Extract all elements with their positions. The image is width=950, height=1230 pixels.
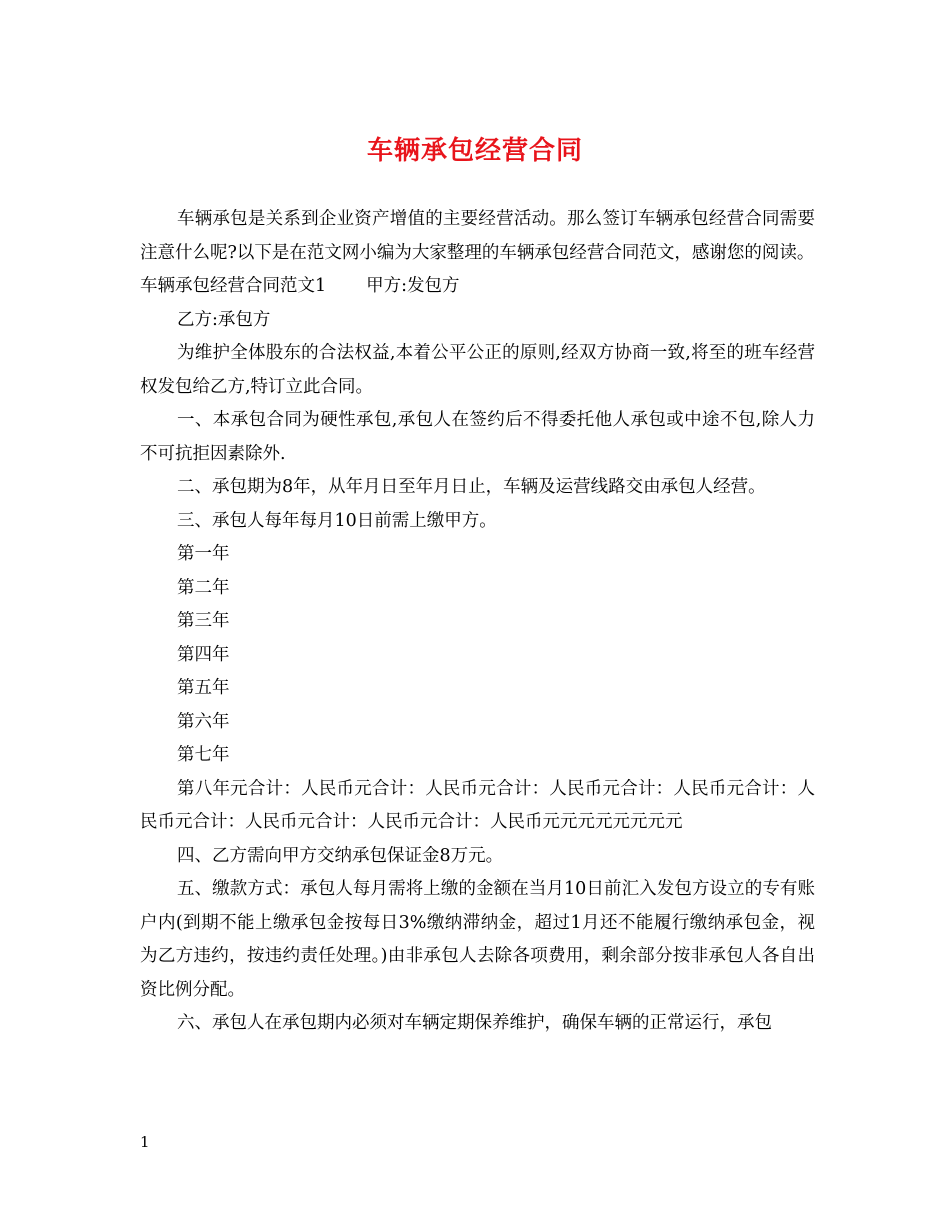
sample-heading-line	[140, 270, 815, 304]
preamble-paragraph: 为维护全体股东的合法权益,本着公平公正的原则,经双方协商一致,将至的班车经营权发包给乙方,特订立此合同。	[140, 343, 815, 397]
year-item: 第七年	[177, 745, 230, 765]
year-item: 第三年	[177, 611, 230, 631]
year-item: 第一年	[177, 544, 230, 564]
party-b: 乙方:承包方	[177, 309, 271, 330]
year-8-totals: 第八年元合计：人民币元合计：人民币元合计：人民币元合计：人民币元合计：人民币元合计：人民币元合计：人民币元合计：人民币元元元元元元元元	[140, 778, 815, 832]
year-item: 第六年	[177, 711, 230, 732]
document-body	[140, 203, 815, 1041]
year-item: 第五年	[177, 678, 230, 698]
intro-paragraph: 车辆承包是关系到企业资产增值的主要经营活动。那么签订车辆承包经营合同需要注意什么呢?以下是在范文网小编为大家整理的车辆承包经营合同范文，感谢您的阅读。	[140, 209, 815, 263]
clause-5: 五、缴款方式：承包人每月需将上缴的金额在当月10日前汇入发包方设立的专有账户内(到期不能上缴承包金按每日3%缴纳滞纳金，超过1月还不能履行缴纳承包金，视为乙方违约，按违约责任处理。)由非承包人去除各项费用，剩余部分按非承包人各自出资比例分配。	[140, 879, 815, 1000]
clause-3: 三、承包人每年每月10日前需上缴甲方。	[177, 510, 497, 531]
sample-heading: 车辆承包经营合同范文1	[140, 276, 327, 296]
document-title: 车辆承包经营合同	[366, 136, 583, 166]
year-item: 第四年	[177, 644, 230, 665]
clause-1: 一、本承包合同为硬性承包,承包人在签约后不得委托他人承包或中途不包,除人力不可抗拒因素除外.	[140, 410, 815, 464]
clause-4: 四、乙方需向甲方交纳承包保证金8万元。	[177, 845, 504, 866]
party-a: 甲方:发包方	[366, 276, 460, 296]
clause-6: 六、承包人在承包期内必须对车辆定期保养维护，确保车辆的正常运行，承包	[177, 1013, 772, 1033]
year-item: 第二年	[177, 577, 230, 598]
clause-2: 二、承包期为8年，从年月日至年月日止，车辆及运营线路交由承包人经营。	[177, 477, 766, 497]
page-number: 1	[140, 1133, 150, 1151]
